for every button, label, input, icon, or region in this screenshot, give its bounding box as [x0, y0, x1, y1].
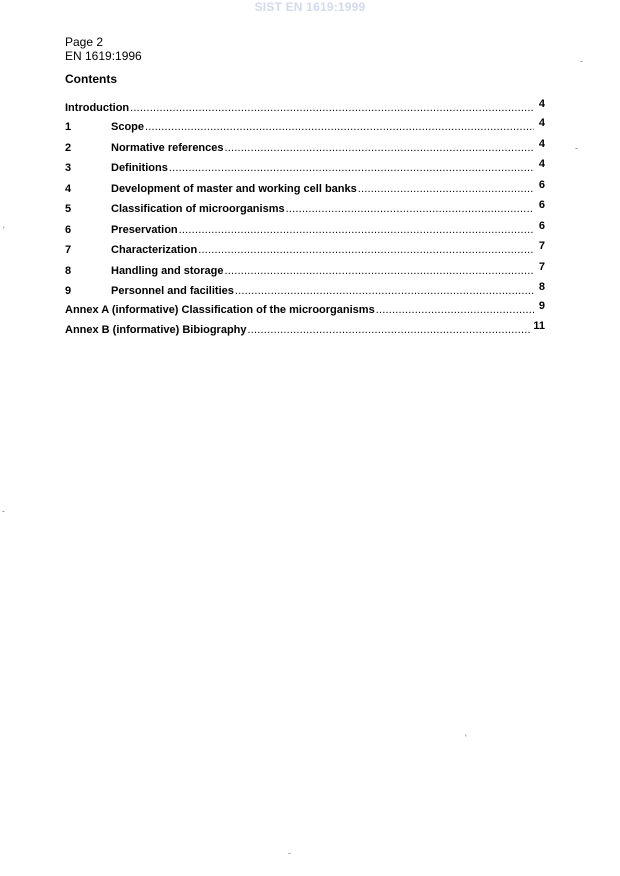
- toc-entry-page: 6: [538, 199, 545, 211]
- toc-entry-annex-b[interactable]: [65, 320, 545, 345]
- toc-entry-number: 5: [65, 203, 72, 215]
- toc-entry-number: 3: [65, 162, 72, 174]
- scan-speck: ': [3, 225, 5, 235]
- toc-entry-page: 4: [538, 98, 545, 110]
- toc-leader-dots: [286, 203, 534, 215]
- toc-entry-personnel-facilities[interactable]: [65, 281, 545, 304]
- toc-entry-number: 4: [65, 182, 72, 195]
- toc-entry-page: 6: [538, 178, 545, 191]
- toc-entry-title: Development of master and working cell banks: [111, 182, 357, 195]
- toc-entry-title: Normative references: [111, 141, 224, 154]
- toc-entry-number: 8: [65, 264, 72, 277]
- toc-entry-title: Handling and storage: [111, 264, 224, 277]
- toc-entry-page: 7: [538, 260, 545, 273]
- toc-entry-handling-storage[interactable]: [65, 260, 545, 286]
- table-of-contents: [65, 98, 545, 345]
- toc-leader-dots: [235, 285, 534, 297]
- toc-entry-title: Personnel and facilities: [111, 285, 234, 297]
- scan-speck: -: [575, 143, 578, 153]
- toc-entry-title: Introduction: [65, 102, 130, 114]
- toc-entry-page: 4: [538, 137, 545, 150]
- toc-entry-page: 7: [538, 240, 545, 252]
- toc-entry-title: Scope: [111, 121, 145, 133]
- toc-leader-dots: [376, 304, 534, 316]
- toc-leader-dots: [198, 244, 534, 256]
- standard-reference: EN 1619:1996: [65, 49, 142, 63]
- toc-entry-cell-banks[interactable]: [65, 178, 545, 204]
- toc-entry-title: Annex A (informative) Classification of the microorganisms: [65, 304, 375, 316]
- toc-leader-dots: [169, 162, 534, 174]
- toc-entry-title: Characterization: [111, 244, 198, 256]
- toc-leader-dots: [145, 121, 534, 133]
- toc-entry-scope[interactable]: [65, 117, 545, 142]
- toc-entry-page: 8: [538, 281, 545, 293]
- toc-entry-number: 1: [65, 121, 72, 133]
- toc-entry-page: 4: [538, 158, 545, 170]
- toc-leader-dots: [225, 142, 534, 154]
- toc-entry-number: 2: [65, 141, 72, 154]
- contents-heading: Contents: [65, 72, 117, 86]
- scan-speck: -: [2, 506, 5, 516]
- toc-entry-title: Classification of microorganisms: [111, 203, 285, 215]
- toc-leader-dots: [358, 183, 534, 195]
- toc-leader-dots: [179, 224, 534, 236]
- toc-entry-title: Definitions: [111, 162, 168, 174]
- toc-entry-number: 9: [65, 285, 72, 297]
- scan-speck: -: [580, 56, 583, 66]
- scan-speck: ': [465, 733, 467, 743]
- toc-entry-page: 11: [533, 320, 545, 332]
- toc-entry-number: 7: [65, 244, 72, 256]
- scan-speck: -: [288, 848, 291, 858]
- toc-leader-dots: [130, 102, 534, 114]
- toc-entry-title: Preservation: [111, 223, 178, 236]
- toc-entry-page: 4: [538, 117, 545, 129]
- watermark: SIST EN 1619:1999: [254, 0, 366, 14]
- toc-leader-dots: [248, 324, 533, 336]
- toc-entry-preservation[interactable]: [65, 219, 545, 245]
- toc-entry-number: 6: [65, 223, 72, 236]
- page-number: Page 2: [65, 35, 104, 49]
- toc-leader-dots: [224, 265, 534, 277]
- toc-entry-normative-references[interactable]: [65, 137, 545, 163]
- toc-entry-definitions[interactable]: [65, 158, 545, 183]
- toc-entry-introduction[interactable]: [65, 98, 545, 121]
- toc-entry-classification[interactable]: [65, 199, 545, 224]
- toc-entry-page: 9: [538, 300, 545, 312]
- toc-entry-annex-a[interactable]: [65, 300, 545, 324]
- toc-entry-title: Annex B (informative) Bibiography: [65, 324, 247, 336]
- toc-entry-characterization[interactable]: [65, 240, 545, 265]
- toc-entry-page: 6: [538, 219, 545, 232]
